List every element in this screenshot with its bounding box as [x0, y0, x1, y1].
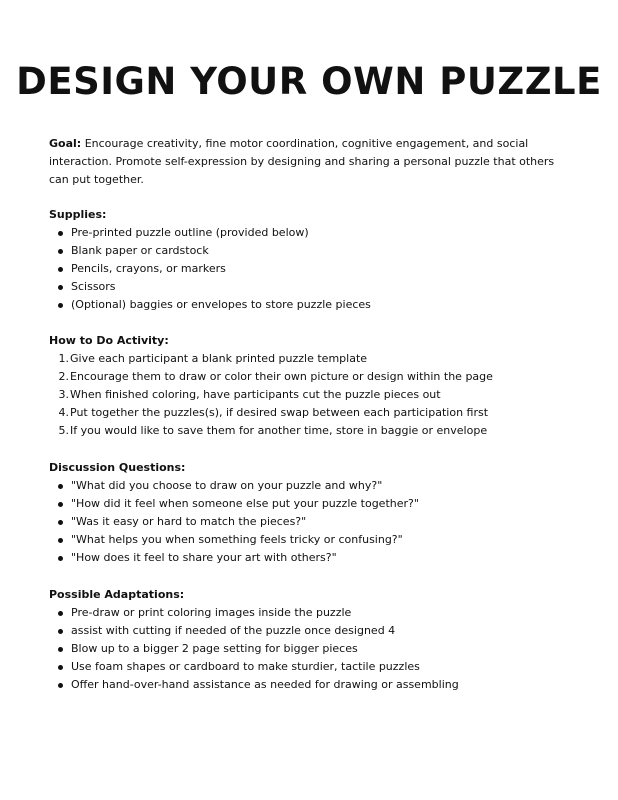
- list-item: [49, 386, 589, 404]
- adaptations-list: [49, 604, 589, 694]
- list-item: Scissors: [49, 278, 589, 296]
- how-to-heading: How to Do Activity:: [49, 334, 169, 347]
- list-item: assist with cutting if needed of the puzzle once designed 4: [49, 622, 589, 640]
- list-item: [49, 350, 589, 368]
- list-item: Pre-draw or print coloring images inside the puzzle: [49, 604, 589, 622]
- discussion-heading: Discussion Questions:: [49, 461, 186, 474]
- list-item: Use foam shapes or cardboard to make sturdier, tactile puzzles: [49, 658, 589, 676]
- step-number: 1.: [58, 352, 69, 365]
- list-item: [49, 404, 589, 422]
- list-item: [49, 368, 589, 386]
- list-item: "How does it feel to share your art with others?": [49, 549, 589, 567]
- step-text: If you would like to save them for another time, store in baggie or envelope: [70, 424, 488, 437]
- list-item: "How did it feel when someone else put your puzzle together?": [49, 495, 589, 513]
- list-item: Offer hand-over-hand assistance as needed for drawing or assembling: [49, 676, 589, 694]
- goal-label: Goal:: [49, 137, 82, 150]
- adaptations-heading: Possible Adaptations:: [49, 588, 185, 601]
- step-text: When finished coloring, have participants cut the puzzle pieces out: [70, 388, 441, 401]
- goal-text: Encourage creativity, fine motor coordination, cognitive engagement, and social interaction. Promote self-expression by designing and sharing a personal puzzle that others can put together.: [49, 137, 555, 186]
- list-item: (Optional) baggies or envelopes to store puzzle pieces: [49, 296, 589, 314]
- step-text: Put together the puzzles(s), if desired swap between each participation first: [70, 406, 489, 419]
- step-text: Encourage them to draw or color their own picture or design within the page: [70, 370, 493, 383]
- supplies-list: [49, 224, 589, 314]
- list-item: [49, 422, 589, 440]
- list-item: "What helps you when something feels tricky or confusing?": [49, 531, 589, 549]
- supplies-heading: Supplies:: [49, 208, 107, 221]
- step-number: 2.: [58, 370, 69, 383]
- step-number: 3.: [58, 388, 69, 401]
- list-item: "Was it easy or hard to match the pieces?": [49, 513, 589, 531]
- list-item: Blow up to a bigger 2 page setting for bigger pieces: [49, 640, 589, 658]
- goal-paragraph: [49, 135, 569, 189]
- list-item: Pre-printed puzzle outline (provided below): [49, 224, 589, 242]
- list-item: Blank paper or cardstock: [49, 242, 589, 260]
- list-item: "What did you choose to draw on your puzzle and why?": [49, 477, 589, 495]
- discussion-list: [49, 477, 589, 567]
- step-text: Give each participant a blank printed puzzle template: [70, 352, 368, 365]
- list-item: Pencils, crayons, or markers: [49, 260, 589, 278]
- page-title: DESIGN YOUR OWN PUZZLE: [16, 60, 602, 103]
- how-to-list: [49, 350, 589, 440]
- step-number: 5.: [58, 424, 69, 437]
- step-number: 4.: [58, 406, 69, 419]
